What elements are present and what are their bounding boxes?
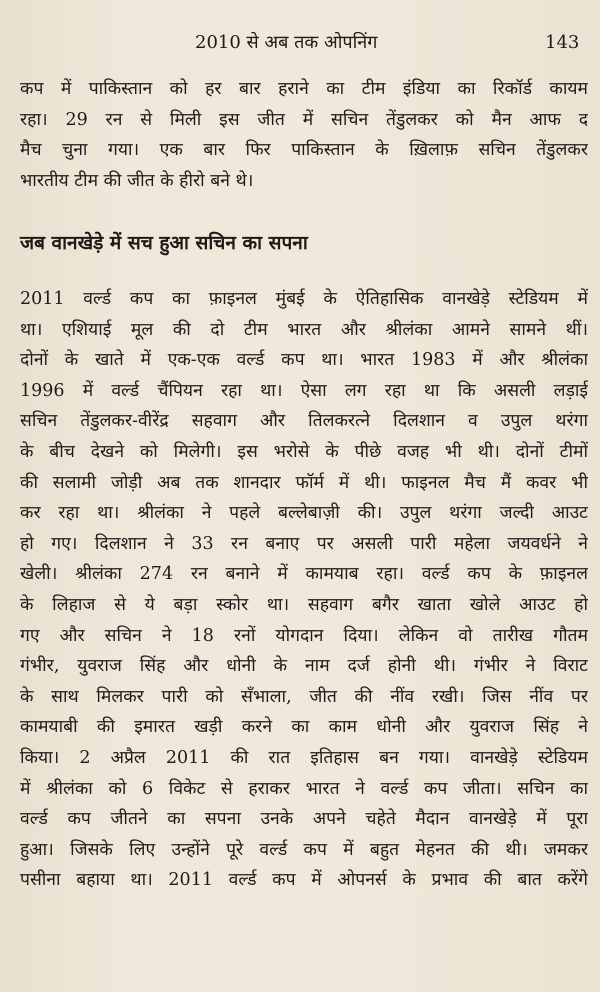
text-line: हुआ। जिसके लिए उन्होंने पूरे वर्ल्ड कप में बहुत मेहनत की थी। जमकर — [20, 839, 588, 860]
text-line: सचिन तेंडुलकर-वीरेंद्र सहवाग और तिलकरत्ने दिलशान व उपुल थरंगा — [20, 411, 588, 432]
text-line: भारतीय टीम की जीत के हीरो बने थे। — [20, 170, 254, 191]
text-line: में श्रीलंका को 6 विकेट से हराकर भारत ने वर्ल्ड कप जीता। सचिन का — [20, 778, 588, 799]
section-heading: जब वानखेड़े में सच हुआ सचिन का सपना — [20, 232, 308, 254]
text-line: की सलामी जोड़ी अब तक शानदार फॉर्म में थी। फाइनल मैच मैं कवर भी — [20, 472, 588, 493]
page-header — [0, 30, 600, 56]
text-line: 2011 वर्ल्ड कप का फ़ाइनल मुंबई के ऐतिहासिक वानखेड़े स्टेडियम में — [20, 289, 588, 309]
text-line: 1996 में वर्ल्ड चैंपियन रहा था। ऐसा लग रहा था कि असली लड़ाई — [20, 380, 588, 401]
text-line: कर रहा था। श्रीलंका ने पहले बल्लेबाज़ी की। उपुल थरंगा जल्दी आउट — [20, 503, 588, 524]
text-line: वर्ल्ड कप जीतने का सपना उनके अपने चहेते मैदान वानखेड़े में पूरा — [20, 809, 588, 830]
text-line: हो गए। दिलशान ने 33 रन बनाए पर असली पारी महेला जयवर्धने ने — [20, 533, 588, 554]
text-line: रहा। 29 रन से मिली इस जीत में सचिन तेंडुलकर को मैन आफ द — [20, 109, 588, 130]
running-title: 2010 से अब तक ओपनिंग — [195, 32, 378, 53]
text-line: कामयाबी की इमारत खड़ी करने का काम धोनी और युवराज सिंह ने — [20, 717, 588, 738]
text-line: गंभीर, युवराज सिंह और धोनी के नाम दर्ज होनी थी। गंभीर ने विराट — [20, 656, 588, 677]
paragraph-continued — [20, 74, 588, 196]
text-line: कप में पाकिस्तान को हर बार हराने का टीम इंडिया का रिकॉर्ड कायम — [20, 79, 588, 99]
text-line: के बीच देखने को मिलेगी। इस भरोसे के पीछे वजह भी थी। दोनों टीमों — [20, 441, 588, 462]
text-line: के साथ मिलकर पारी को सँभाला, जीत की नींव रखी। जिस नींव पर — [20, 686, 588, 707]
text-line: गए और सचिन ने 18 रनों योगदान दिया। लेकिन वो तारीख गौतम — [20, 625, 588, 646]
page-number: 143 — [545, 32, 580, 53]
paragraph-main — [20, 284, 588, 896]
text-line: दोनों के खाते में एक-एक वर्ल्ड कप था। भारत 1983 में और श्रीलंका — [20, 350, 588, 371]
text-line: मैच चुना गया। एक बार फिर पाकिस्तान के ख़िलाफ़ सचिन तेंडुलकर — [20, 140, 588, 161]
text-line: था। एशियाई मूल की दो टीम भारत और श्रीलंका आमने सामने थीं। — [20, 319, 588, 340]
text-line: के लिहाज से ये बड़ा स्कोर था। सहवाग बगैर खाता खोले आउट हो — [20, 594, 588, 615]
text-line: पसीना बहाया था। 2011 वर्ल्ड कप में ओपनर्स के प्रभाव की बात करेंगे — [20, 870, 588, 891]
text-line: किया। 2 अप्रैल 2011 की रात इतिहास बन गया। वानखेड़े स्टेडियम — [20, 747, 588, 768]
text-line: खेली। श्रीलंका 274 रन बनाने में कामयाब रहा। वर्ल्ड कप के फ़ाइनल — [20, 564, 588, 585]
